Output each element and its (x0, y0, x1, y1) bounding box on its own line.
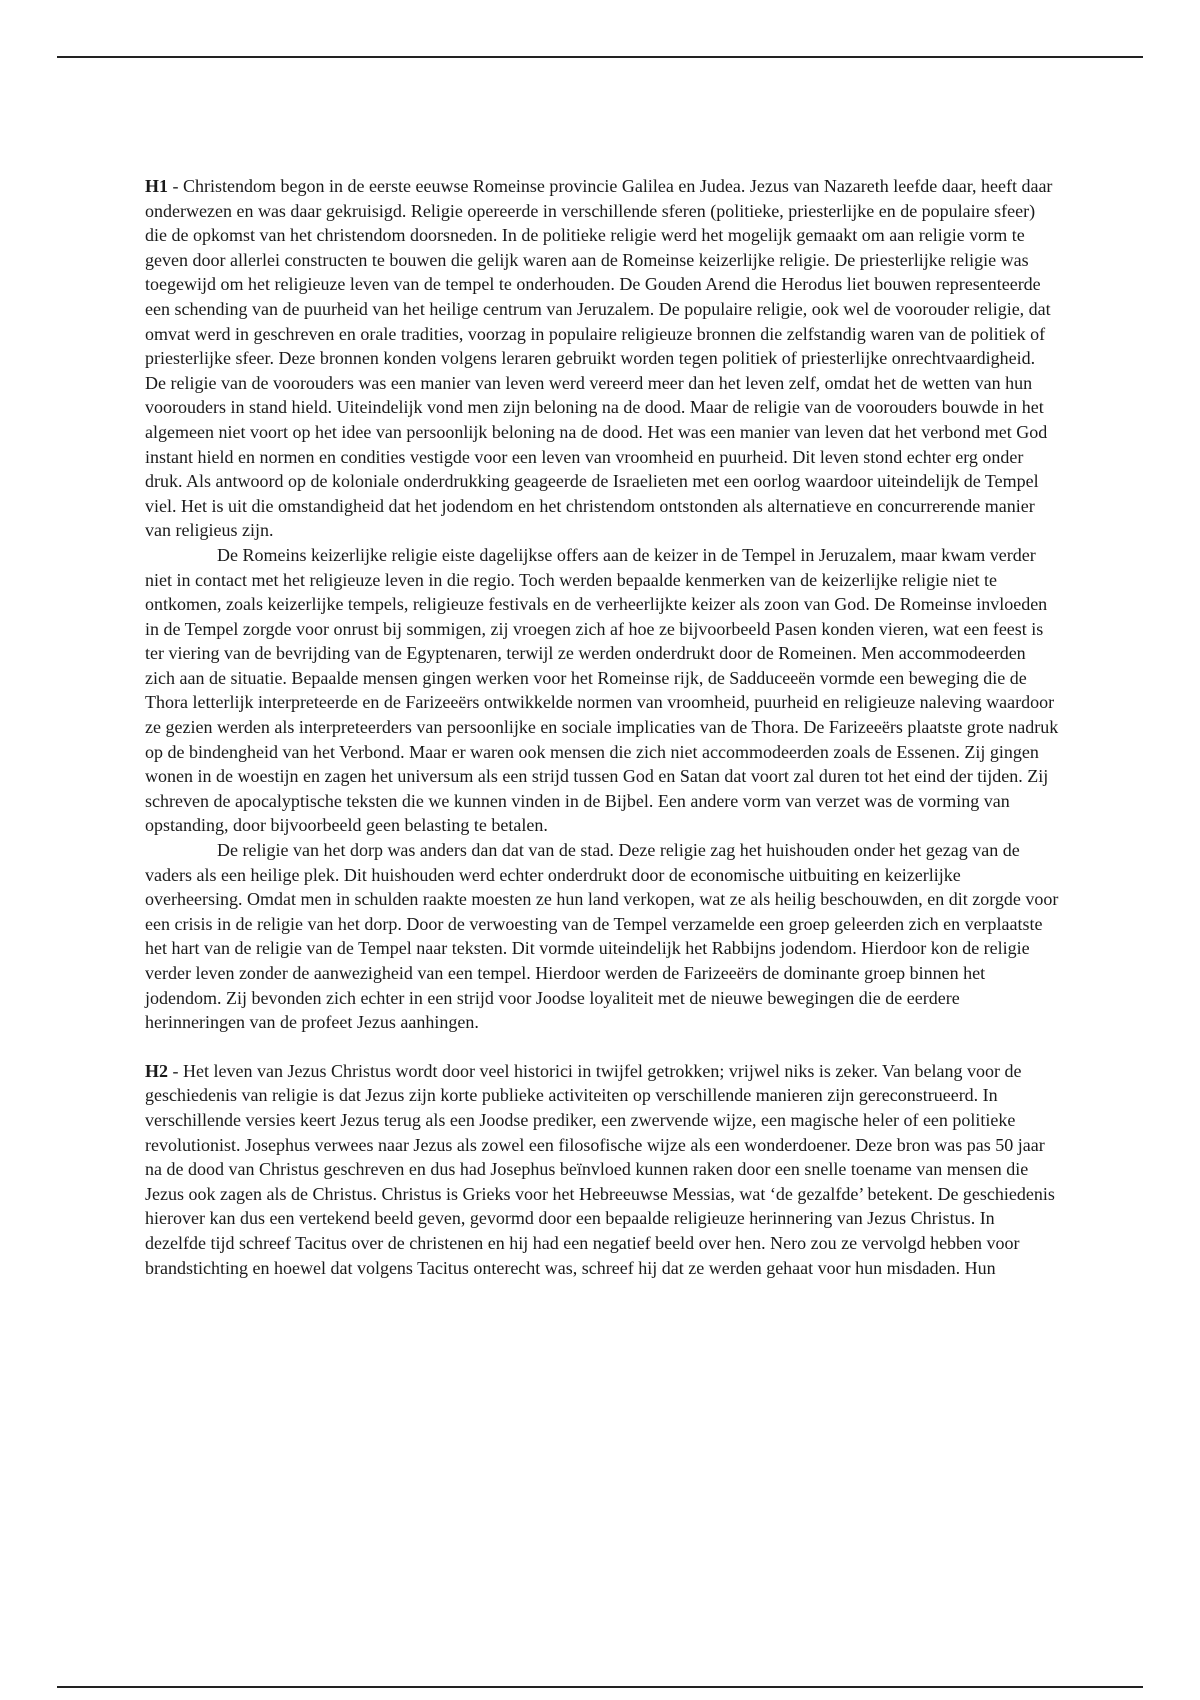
section-h2-paragraph-1 (145, 1059, 1060, 1280)
paragraph-text: Het leven van Jezus Christus wordt door veel historici in twijfel getrokken; vrijwel niks is zeker. Van belang voor de geschiedenis van religie is dat Jezus zijn korte publieke activiteiten op verschillende manieren zijn gereconstrueerd. In verschillende versies keert Jezus terug als een Joodse prediker, een zwervende wijze, een magische heler of een politieke revolutionist. Josephus verwees naar Jezus als zowel een filosofische wijze als een wonderdoener. Deze bron was pas 50 jaar na de dood van Christus geschreven en dus had Josephus beïnvloed kunnen raken door een snelle toename van mensen die Jezus ook zagen als de Christus. Christus is Grieks voor het Hebreeuwse Messias, wat ‘de gezalfde’ betekent. De geschiedenis hierover kan dus een vertekend beeld geven, gevormd door een bepaalde religieuze herinnering van Jezus Christus. In dezelfde tijd schreef Tacitus over de christenen en hij had een negatief beeld over hen. Nero zou ze vervolgd hebben voor brandstichting en hoewel dat volgens Tacitus onterecht was, schreef hij dat ze werden gehaat voor hun misdaden. Hun (145, 1060, 1055, 1278)
section-h2-separator: - (168, 1060, 184, 1081)
section-h1-paragraph-3: De religie van het dorp was anders dan dat van de stad. Deze religie zag het huishouden onder het gezag van de vaders als een heilige plek. Dit huishouden werd echter onderdrukt door de economische uitbuiting en keizerlijke overheersing. Omdat men in schulden raakte moesten ze hun land verkopen, wat ze als heilig beschouwden, en dit zorgde voor een crisis in de religie van het dorp. Door de verwoesting van de Tempel verzamelde een groep geleerden zich en verplaatste het hart van de religie van de Tempel naar teksten. Dit vormde uiteindelijk het Rabbijns jodendom. Hierdoor kon de religie verder leven zonder de aanwezigheid van een tempel. Hierdoor werden de Farizeeërs de dominante groep binnen het jodendom. Zij bevonden zich echter in een strijd voor Joodse loyaliteit met de nieuwe bewegingen die de eerdere herinneringen van de profeet Jezus aanhingen. (145, 840, 1059, 1033)
section-h2-heading: H2 (145, 1060, 169, 1081)
top-rule (57, 56, 1143, 58)
section-h1-paragraph-1 (145, 174, 1060, 543)
bottom-rule (57, 1686, 1143, 1688)
document-body (145, 174, 1060, 1280)
section-h1-heading: H1 (145, 176, 169, 196)
section-h1-separator: - (168, 176, 184, 196)
paragraph-text: Christendom begon in de eerste eeuwse Romeinse provincie Galilea en Judea. Jezus van Nazareth leefde daar, heeft daar onderwezen en was daar gekruisigd. Religie opereerde in verschillende sferen (politieke, priesterlijke en de populaire sfeer) die de opkomst van het christendom doorsneden. In de politieke religie werd het mogelijk gemaakt om aan religie vorm te geven door allerlei constructen te bouwen die gelijk waren aan de Romeinse keizerlijke religie. De priesterlijke religie was toegewijd om het religieuze leven van de tempel te onderhouden. De Gouden Arend die Herodus liet bouwen representeerde een schending van de puurheid van het heilige centrum van Jeruzalem. De populaire religie, ook wel de voorouder religie, dat omvat werd in geschreven en orale tradities, voorzag in populaire religieuze bronnen die zelfstandig waren van de politiek of priesterlijke sfeer. Deze bronnen konden volgens leraren gebruikt worden tegen politiek of priesterlijke onrechtvaardigheid. De religie van de voorouders was een manier van leven werd vereerd meer dan het leven zelf, omdat het de wetten van hun voorouders in stand hield. Uiteindelijk vond men zijn beloning na de dood. Maar de religie van de voorouders bouwde in het algemeen niet voort op het idee van persoonlijk beloning na de dood. Het was een manier van leven dat het verbond met God instant hield en normen en condities vestigde voor een leven van vroomheid en puurheid. Dit leven stond echter erg onder druk. Als antwoord op de koloniale onderdrukking geageerde de Israelieten met een oorlog waardoor uiteindelijk de Tempel viel. Het is uit die omstandigheid dat het jodendom en het christendom ontstonden als alternatieve en concurrerende manier van religieus zijn. (145, 176, 1053, 541)
section-h1-paragraph-2: De Romeins keizerlijke religie eiste dagelijkse offers aan de keizer in de Tempel in Jeruzalem, maar kwam verder niet in contact met het religieuze leven in die regio. Toch werden bepaalde kenmerken van de keizerlijke religie niet te ontkomen, zoals keizerlijke tempels, religieuze festivals en de verheerlijkte keizer als zoon van God. De Romeinse invloeden in de Tempel zorgde voor onrust bij sommigen, zij vroegen zich af hoe ze bijvoorbeeld Pasen konden vieren, wat een feest is ter viering van de bevrijding van de Egyptenaren, terwijl ze werden onderdrukt door de Romeinen. Men accommodeerden zich aan de situatie. Bepaalde mensen gingen werken voor het Romeinse rijk, de Sadduceeën vormde een beweging die de Thora letterlijk interpreteerde en de Farizeeërs ontwikkelde normen van vroomheid, puurheid en religieuze naleving waardoor ze gezien werden als interpreteerders van persoonlijke en sociale implicaties van de Thora. De Farizeeërs plaatste grote nadruk op de bindengheid van het Verbond. Maar er waren ook mensen die zich niet accommodeerden zoals de Essenen. Zij gingen wonen in de woestijn en zagen het universum als een strijd tussen God en Satan dat voort zal duren tot het eind der tijden. Zij schreven de apocalyptische teksten die we kunnen vinden in de Bijbel. Een andere vorm van verzet was de vorming van opstanding, door bijvoorbeeld geen belasting te betalen. (145, 544, 1059, 836)
